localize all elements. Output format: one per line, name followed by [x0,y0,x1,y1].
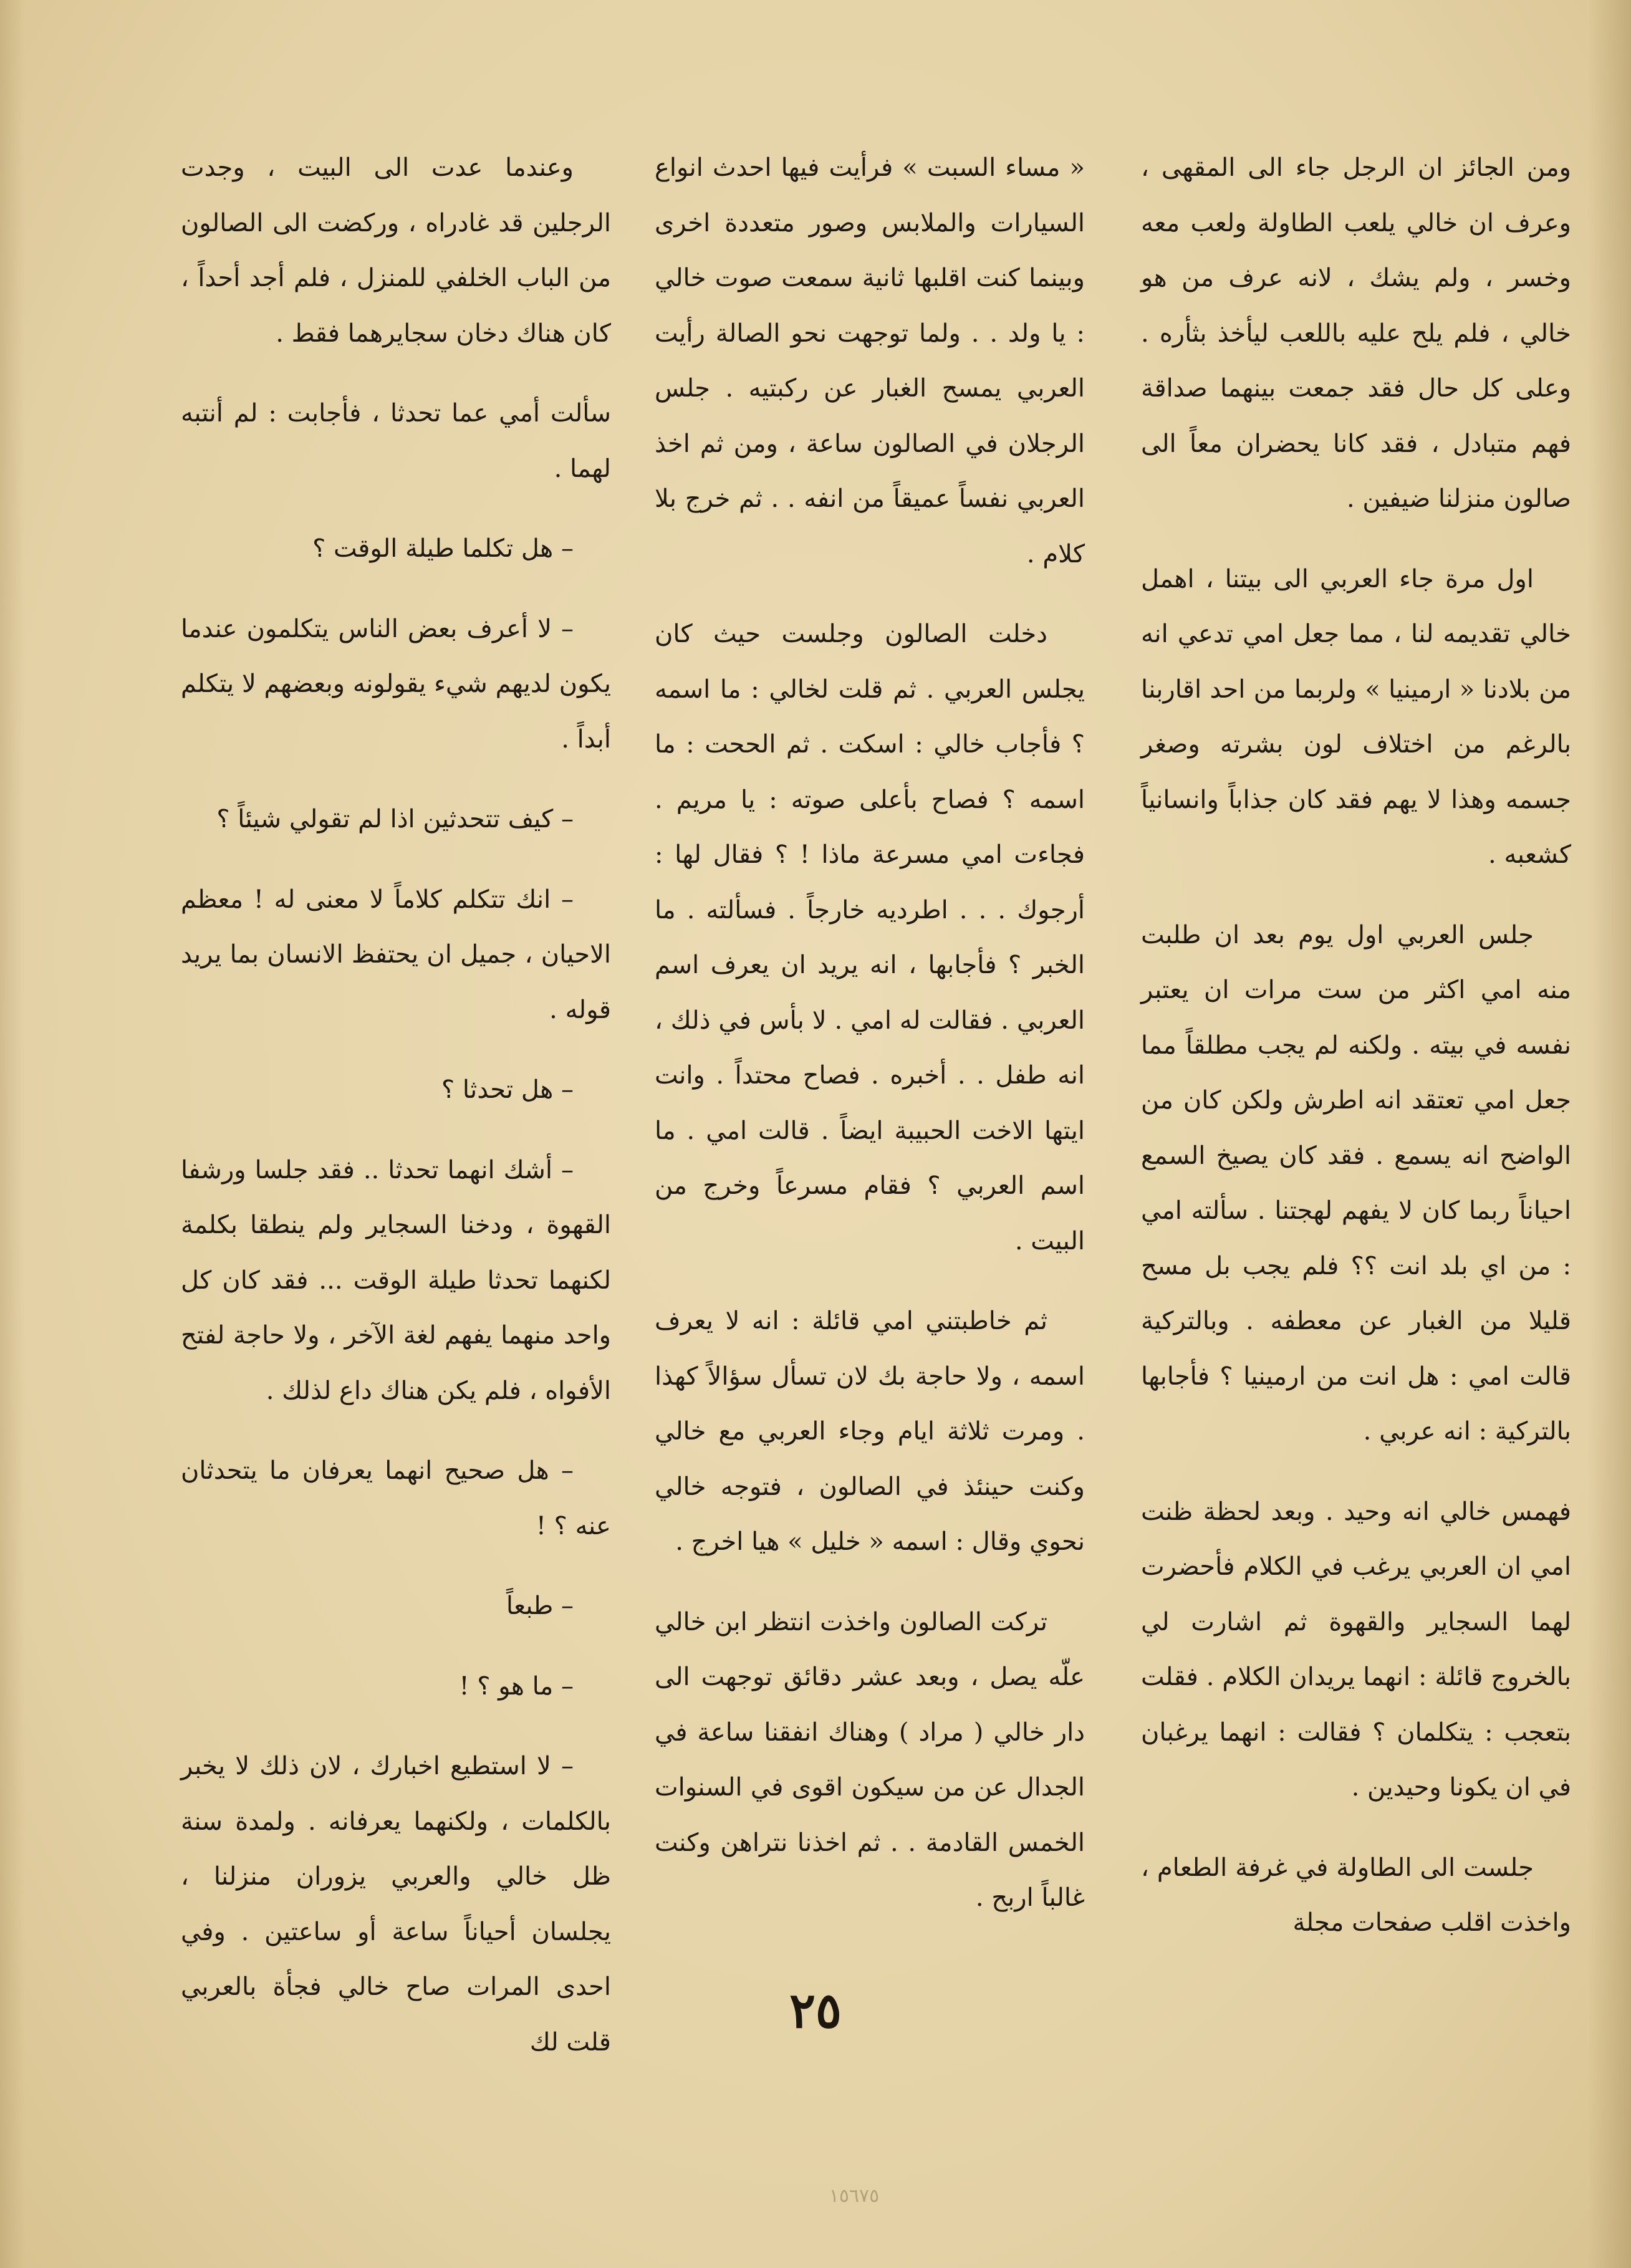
paragraph: ومن الجائز ان الرجل جاء الى المقهى ، وعرف ان خالي يلعب الطاولة ولعب معه وخسر ، ولم يشك ، لانه عرف من هو خالي ، فلم يلح عليه باللعب ليأخذ بثأره . وعلى كل حال فقد جمعت بينهما صداقة فهم متبادل ، فقد كانا يحضران معاً الى صالون منزلنا ضيفين . [1141,153,1571,513]
dialogue-line: – انك تتكلم كلاماً لا معنى له ! معظم الاحيان ، جميل ان يحتفظ الانسان بما يريد قوله . [181,885,611,1024]
dialogue-line: – ما هو ؟ ! [459,1671,574,1701]
paragraph: جلست الى الطاولة في غرفة الطعام ، واخذت اقلب صفحات مجلة [1141,1853,1571,1937]
paragraph: جلس العربي اول يوم بعد ان طلبت منه امي اكثر من ست مرات ان يعتبر نفسه في بيته . ولكنه لم يجب مطلقاً مما جعل امي تعتقد انه اطرش ولكن كان من الواضح انه يسمع . فقد كان يصيخ السمع احياناً ربما كان لا يفهم لهجتنا . سألته امي : من اي بلد انت ؟؟ فلم يجب بل مسح قليلا من الغبار عن معطفه . وبالتركية قالت امي : هل انت من ارمينيا ؟ فأجابها بالتركية : انه عربي . [1141,920,1571,1446]
dialogue-line: – لا استطيع اخبارك ، لان ذلك لا يخبر بالكلمات ، ولكنهما يعرفانه . ولمدة سنة ظل خالي والعربي يزوران منزلنا ، يجلسان أحياناً ساعة أو ساعتين . وفي احدى المرات صاح خالي فجأة بالعربي قلت لك [181,1752,611,2057]
paragraph: تركت الصالون واخذت انتظر ابن خالي علّه يصل ، وبعد عشر دقائق توجهت الى دار خالي ( مراد ) وهناك انفقنا ساعة في الجدال عن من سيكون اقوى في السنوات الخمس القادمة . . ثم اخذنا نتراهن وكنت غالباً اربح . [655,1607,1085,1912]
paragraph: دخلت الصالون وجلست حيث كان يجلس العربي . ثم قلت لخالي : ما اسمه ؟ فأجاب خالي : اسكت . ثم الححت : ما اسمه ؟ فصاح بأعلى صوته : يا مريم . فجاءت امي مسرعة ماذا ! ؟ فقال لها : أرجوك . . . اطرديه خارجاً . فسألته . ما الخبر ؟ فأجابها ، انه يريد ان يعرف اسم العربي . فقالت له امي . لا بأس في ذلك ، انه طفل . . أخبره . فصاح محتداً . وانت ايتها الاخت الحبيبة ايضاً . قالت امي . ما اسم العربي ؟ فقام مسرعاً وخرج من البيت . [655,620,1085,1256]
paragraph: « مساء السبت » فرأيت فيها احدث انواع السيارات والملابس وصور متعددة اخرى وبينما كنت اقلبها ثانية سمعت صوت خالي : يا ولد . . ولما توجهت نحو الصالة رأيت العربي يمسح الغبار عن ركبتيه . جلس الرجلان في الصالون ساعة ، ومن ثم اخذ العربي نفساً عميقاً من انفه . . ثم خرج بلا كلام . [655,153,1085,569]
page-edge-shadow-right [1587,0,1631,2268]
dialogue-line: – أشك انهما تحدثا .. فقد جلسا ورشفا القهوة ، ودخنا السجاير ولم ينطقا بكلمة لكنهما تحدثا طيلة الوقت ... فقد كان كل واحد منهما يفهم لغة الآخر ، ولا حاجة لفتح الأفواه ، فلم يكن هناك داع لذلك . [181,1155,611,1405]
paragraph: ثم خاطبتني امي قائلة : انه لا يعرف اسمه ، ولا حاجة بك لان تسأل سؤالاً كهذا . ومرت ثلاثة ايام وجاء العربي مع خالي وكنت حينئذ في الصالون ، فتوجه خالي نحوي وقال : اسمه « خليل » هيا اخرج . [655,1307,1085,1556]
page-edge-shadow-left [0,0,25,2268]
text-column-left [181,140,611,2095]
text-column-middle [655,140,1085,1951]
dialogue-line: – كيف تتحدثين اذا لم تقولي شيئاً ؟ [216,805,574,834]
dialogue-line: – طبعاً [506,1592,574,1620]
dialogue-line: – هل تحدثا ؟ [441,1075,574,1104]
dialogue-line: – لا أعرف بعض الناس يتكلمون عندما يكون لديهم شيء يقولونه وبعضهم لا يتكلم أبداً . [181,614,611,754]
paragraph: سألت أمي عما تحدثا ، فأجابت : لم أنتبه لهما . [181,399,611,483]
dialogue-line: – هل تكلما طيلة الوقت ؟ [312,534,574,563]
dialogue-line: – هل صحيح انهما يعرفان ما يتحدثان عنه ؟ ! [181,1456,611,1540]
paragraph: اول مرة جاء العربي الى بيتنا ، اهمل خالي تقديمه لنا ، مما جعل امي تدعي انه من بلادنا « ارمينيا » ولربما من احد اقاربنا بالرغم من اختلاف لون بشرته وصغر جسمه وهذا لا يهم فقد كان جذاباً وانسانياً كشعبه . [1141,564,1571,869]
page-number: ٢٥ [789,1982,842,2039]
paragraph: فهمس خالي انه وحيد . وبعد لحظة ظنت امي ان العربي يرغب في الكلام فأحضرت لهما السجاير والقهوة ثم اشارت لي بالخروج قائلة : انهما يريدان الكلام . فقلت بتعجب : يتكلمان ؟ فقالت : انهما يرغبان في ان يكونا وحيدين . [1141,1497,1571,1802]
paragraph: وعندما عدت الى البيت ، وجدت الرجلين قد غادراه ، وركضت الى الصالون من الباب الخلفي للمنزل ، فلم أجد أحداً ، كان هناك دخان سجايرهما فقط . [181,153,611,348]
archive-stamp: ١٥٦٧٥ [829,2185,880,2207]
text-column-right [1141,140,1571,1976]
